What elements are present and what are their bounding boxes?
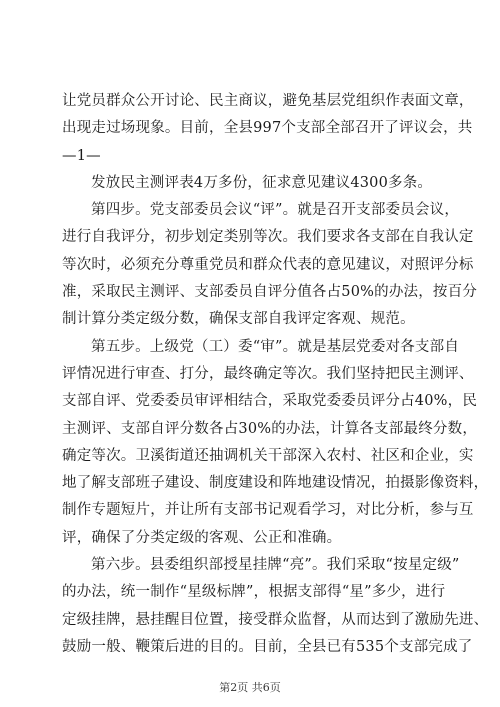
text-line: 的办法，统一制作“星级标牌”，根据支部得“星”多少，进行	[62, 584, 446, 601]
text-line: 确定等次。卫溪街道还抽调机关干部深入农村、社区和企业，实	[62, 447, 474, 464]
text-line: 鼓励一般、鞭策后进的目的。目前，全县已有535个支部完成了	[62, 638, 473, 655]
text-line: 制计算分类定级分数，确保支部自我评定客观、规范。	[62, 311, 415, 328]
paragraph-step-six	[62, 552, 489, 661]
paragraph-survey-summary	[62, 170, 452, 197]
page-footer	[0, 679, 500, 695]
text-line: 支部自评、党委委员审评相结合，采取党委委员评分占40%，民	[62, 393, 478, 410]
text-line: 定级挂牌，悬挂醒目位置，接受群众监督，从而达到了激励先进、	[62, 611, 489, 628]
page-number-label: 第2页 共6页	[219, 681, 281, 694]
text-line: 地了解支部班子建设、制度建设和阵地建设情况，拍摄影像资料，	[62, 475, 489, 492]
text-line: 第四步。党支部委员会议“评”。就是召开支部委员会议，	[91, 202, 460, 219]
paragraph-continuation	[62, 88, 474, 143]
paragraph-step-four	[62, 197, 478, 333]
text-line: 等次时，必须充分尊重党员和群众代表的意见建议，对照评分标	[62, 256, 474, 273]
text-line: 主测评、支部自评分数各占30%的办法，计算各支部最终分数，	[62, 420, 478, 437]
text-line: 准，采取民主测评、支部委员自评分值各占50%的办法，按百分	[62, 284, 478, 301]
text-line: 出现走过场现象。目前，全县997个支部全部召开了评议会，共	[62, 120, 473, 137]
text-line: 第六步。县委组织部授星挂牌“亮”。我们采取“按星定级”	[91, 557, 460, 574]
paragraph-step-five	[62, 334, 489, 552]
page-marker-text: —1—	[62, 147, 101, 164]
text-line: 评情况进行审查、打分，最终确定等次。我们坚持把民主测评、	[62, 365, 474, 382]
text-line: 进行自我评分，初步划定类别等次。我们要求各支部在自我认定	[62, 229, 474, 246]
text-line: 评，确保了分类定级的客观、公正和准确。	[62, 529, 342, 546]
text-line: 让党员群众公开讨论、民主商议，避免基层党组织作表面文章，	[62, 93, 474, 109]
text-line: 第五步。上级党（工）委“审”。就是基层党委对各支部自	[91, 338, 460, 355]
document-body	[62, 88, 489, 661]
text-line: 制作专题短片，并让所有支部书记观看学习，对比分析，参与互	[62, 502, 474, 519]
text-line: 发放民主测评表4万多份，征求意见建议4300多条。	[91, 174, 433, 191]
page-marker	[62, 143, 452, 170]
